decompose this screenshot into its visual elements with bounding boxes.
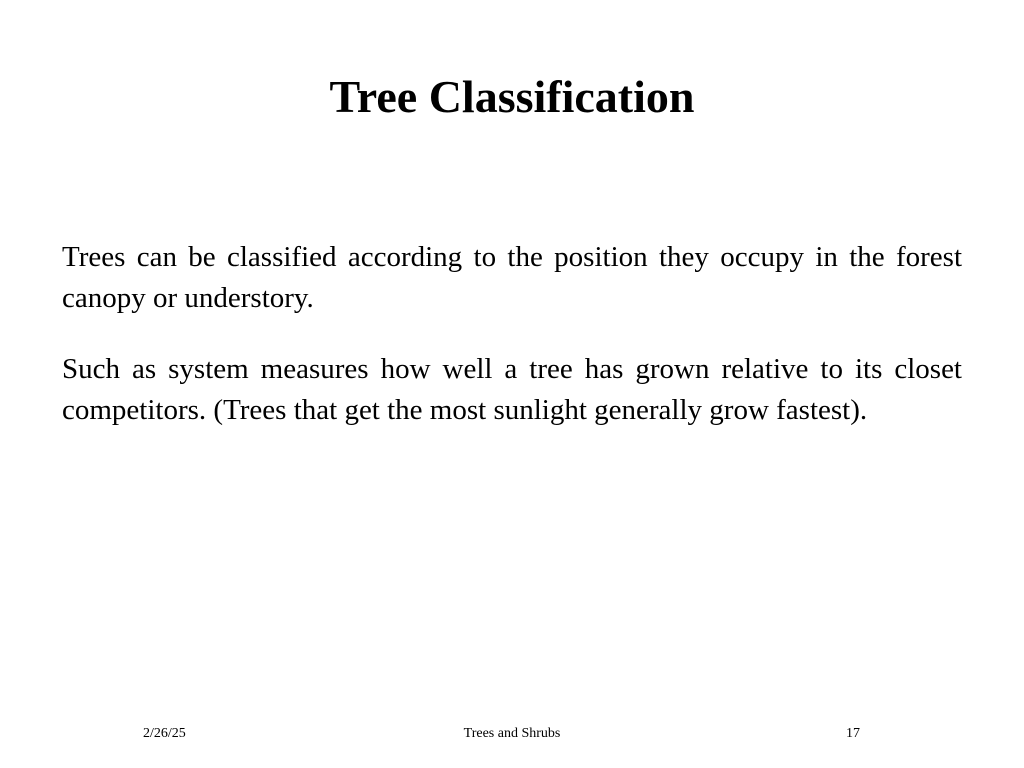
footer-page-number: 17	[846, 726, 860, 741]
footer-title: Trees and Shrubs	[463, 726, 561, 741]
body-paragraph-2: Such as system measures how well a tree has grown relative to its closet competitors. (Trees that get the most sunlight generally grow fastest).	[62, 353, 962, 426]
body-paragraph-1: Trees can be classified according to the position they occupy in the forest canopy or understory.	[62, 241, 962, 314]
slide-body	[62, 237, 962, 461]
slide-title: Tree Classification	[329, 71, 695, 122]
footer-date: 2/26/25	[143, 726, 186, 741]
